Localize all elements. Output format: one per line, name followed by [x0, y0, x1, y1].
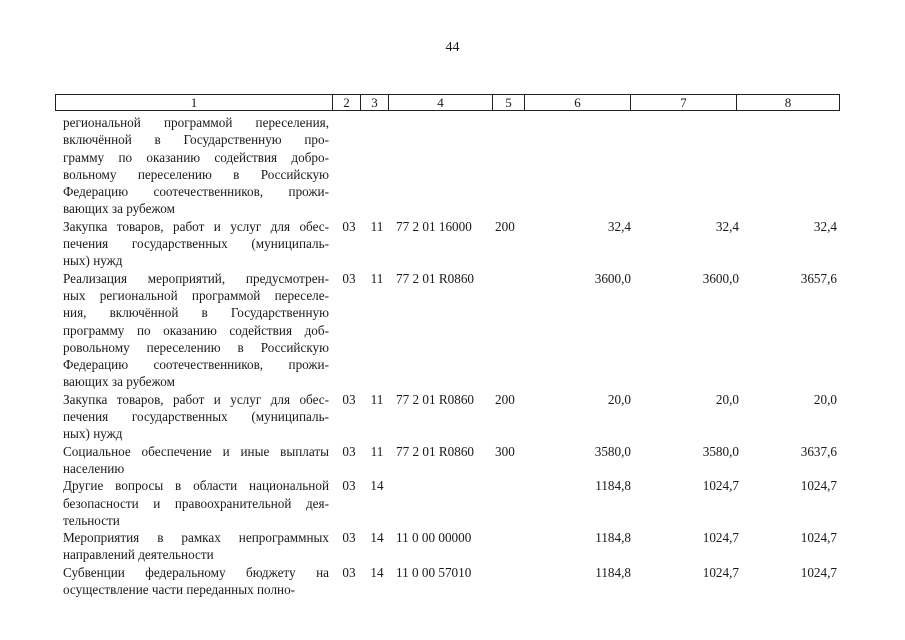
- podrazdel-code: 14: [370, 564, 384, 580]
- amount-col-6: 1184,8: [595, 478, 631, 494]
- description-line: Мероприятия в рамках непрограммных: [63, 530, 329, 546]
- row-description: [63, 529, 329, 564]
- podrazdel-code: 14: [370, 478, 384, 494]
- row-description: [63, 564, 329, 599]
- razdel-code: 03: [342, 478, 356, 494]
- expense-type-code: 200: [495, 218, 515, 234]
- amount-col-7: 1024,7: [702, 478, 739, 494]
- amount-col-8: 1024,7: [800, 530, 837, 546]
- target-article-code: 77 2 01 R0860: [396, 443, 475, 459]
- header-col-2: 2: [333, 95, 361, 110]
- description-line: печения государственных (муниципаль-: [63, 236, 329, 252]
- row-description: [63, 114, 329, 218]
- description-line: направлений деятельности: [63, 547, 214, 563]
- header-col-3: 3: [361, 95, 389, 110]
- description-line: безопасности и правоохранительной дея-: [63, 495, 329, 511]
- amount-col-6: 32,4: [607, 218, 631, 234]
- amount-col-7: 1024,7: [702, 564, 739, 580]
- page-number: 44: [445, 40, 460, 55]
- amount-col-8: 3637,6: [800, 443, 837, 459]
- description-line: ных) нужд: [63, 426, 123, 442]
- row-description: [63, 443, 329, 478]
- description-line: вающих за рубежом: [63, 201, 175, 217]
- target-article-code: 11 0 00 00000: [396, 530, 472, 546]
- row-description: [63, 218, 329, 270]
- amount-col-8: 20,0: [813, 391, 837, 407]
- amount-col-7: 1024,7: [702, 530, 739, 546]
- amount-col-7: 3600,0: [702, 270, 739, 286]
- description-line: программу по оказанию содействия доб-: [63, 322, 329, 338]
- description-line: вающих за рубежом: [63, 374, 175, 390]
- row-description: [63, 477, 329, 529]
- description-line: осуществление части переданных полно-: [63, 582, 296, 598]
- row-description: [63, 391, 329, 443]
- target-article-code: 11 0 00 57010: [396, 564, 472, 580]
- razdel-code: 03: [342, 443, 356, 459]
- amount-col-7: 32,4: [715, 218, 739, 234]
- description-line: грамму по оказанию содействия добро-: [63, 149, 329, 165]
- amount-col-6: 1184,8: [595, 530, 631, 546]
- amount-col-6: 20,0: [607, 391, 631, 407]
- description-line: Субвенции федеральному бюджету на: [63, 564, 329, 580]
- header-col-6: 6: [525, 95, 631, 110]
- target-article-code: 77 2 01 16000: [396, 218, 472, 234]
- description-line: Закупка товаров, работ и услуг для обес-: [63, 391, 329, 407]
- razdel-code: 03: [342, 530, 356, 546]
- podrazdel-code: 11: [370, 270, 384, 286]
- description-line: Закупка товаров, работ и услуг для обес-: [63, 218, 329, 234]
- row-description: [63, 270, 329, 391]
- description-line: ных) нужд: [63, 253, 123, 269]
- podrazdel-code: 11: [370, 443, 384, 459]
- razdel-code: 03: [342, 218, 356, 234]
- amount-col-6: 3600,0: [594, 270, 631, 286]
- description-line: вольному переселению в Российскую: [63, 166, 329, 182]
- description-line: региональной программой переселения,: [63, 115, 329, 130]
- razdel-code: 03: [342, 391, 356, 407]
- header-col-4: 4: [389, 95, 493, 110]
- target-article-code: 77 2 01 R0860: [396, 270, 475, 286]
- header-col-7: 7: [631, 95, 737, 110]
- amount-col-6: 3580,0: [594, 443, 631, 459]
- amount-col-6: 1184,8: [595, 564, 631, 580]
- podrazdel-code: 11: [370, 391, 384, 407]
- header-col-1: 1: [56, 95, 333, 110]
- description-line: Федерацию соотечественников, прожи-: [63, 184, 329, 200]
- razdel-code: 03: [342, 270, 356, 286]
- description-line: Социальное обеспечение и иные выплаты: [63, 443, 329, 459]
- description-line: Реализация мероприятий, предусмотрен-: [63, 270, 329, 286]
- description-line: включённой в Государственную про-: [63, 132, 329, 148]
- expense-type-code: 200: [495, 391, 515, 407]
- target-article-code: 77 2 01 R0860: [396, 391, 475, 407]
- description-line: печения государственных (муниципаль-: [63, 409, 329, 425]
- razdel-code: 03: [342, 564, 356, 580]
- description-line: ровольному переселению в Российскую: [63, 339, 329, 355]
- expense-type-code: 300: [495, 443, 515, 459]
- description-line: населению: [63, 460, 125, 476]
- description-line: ния, включённой в Государственную: [63, 305, 329, 321]
- amount-col-8: 1024,7: [800, 564, 837, 580]
- amount-col-8: 3657,6: [800, 270, 837, 286]
- description-line: тельности: [63, 512, 120, 528]
- amount-col-8: 1024,7: [800, 478, 837, 494]
- amount-col-8: 32,4: [813, 218, 837, 234]
- description-line: ных региональной программой переселе-: [63, 287, 329, 303]
- amount-col-7: 3580,0: [702, 443, 739, 459]
- table-header: [55, 94, 840, 111]
- podrazdel-code: 14: [370, 530, 384, 546]
- amount-col-7: 20,0: [715, 391, 739, 407]
- header-col-5: 5: [493, 95, 525, 110]
- podrazdel-code: 11: [370, 218, 384, 234]
- description-line: Другие вопросы в области национальной: [63, 478, 329, 494]
- header-col-8: 8: [784, 95, 792, 110]
- description-line: Федерацию соотечественников, прожи-: [63, 357, 329, 373]
